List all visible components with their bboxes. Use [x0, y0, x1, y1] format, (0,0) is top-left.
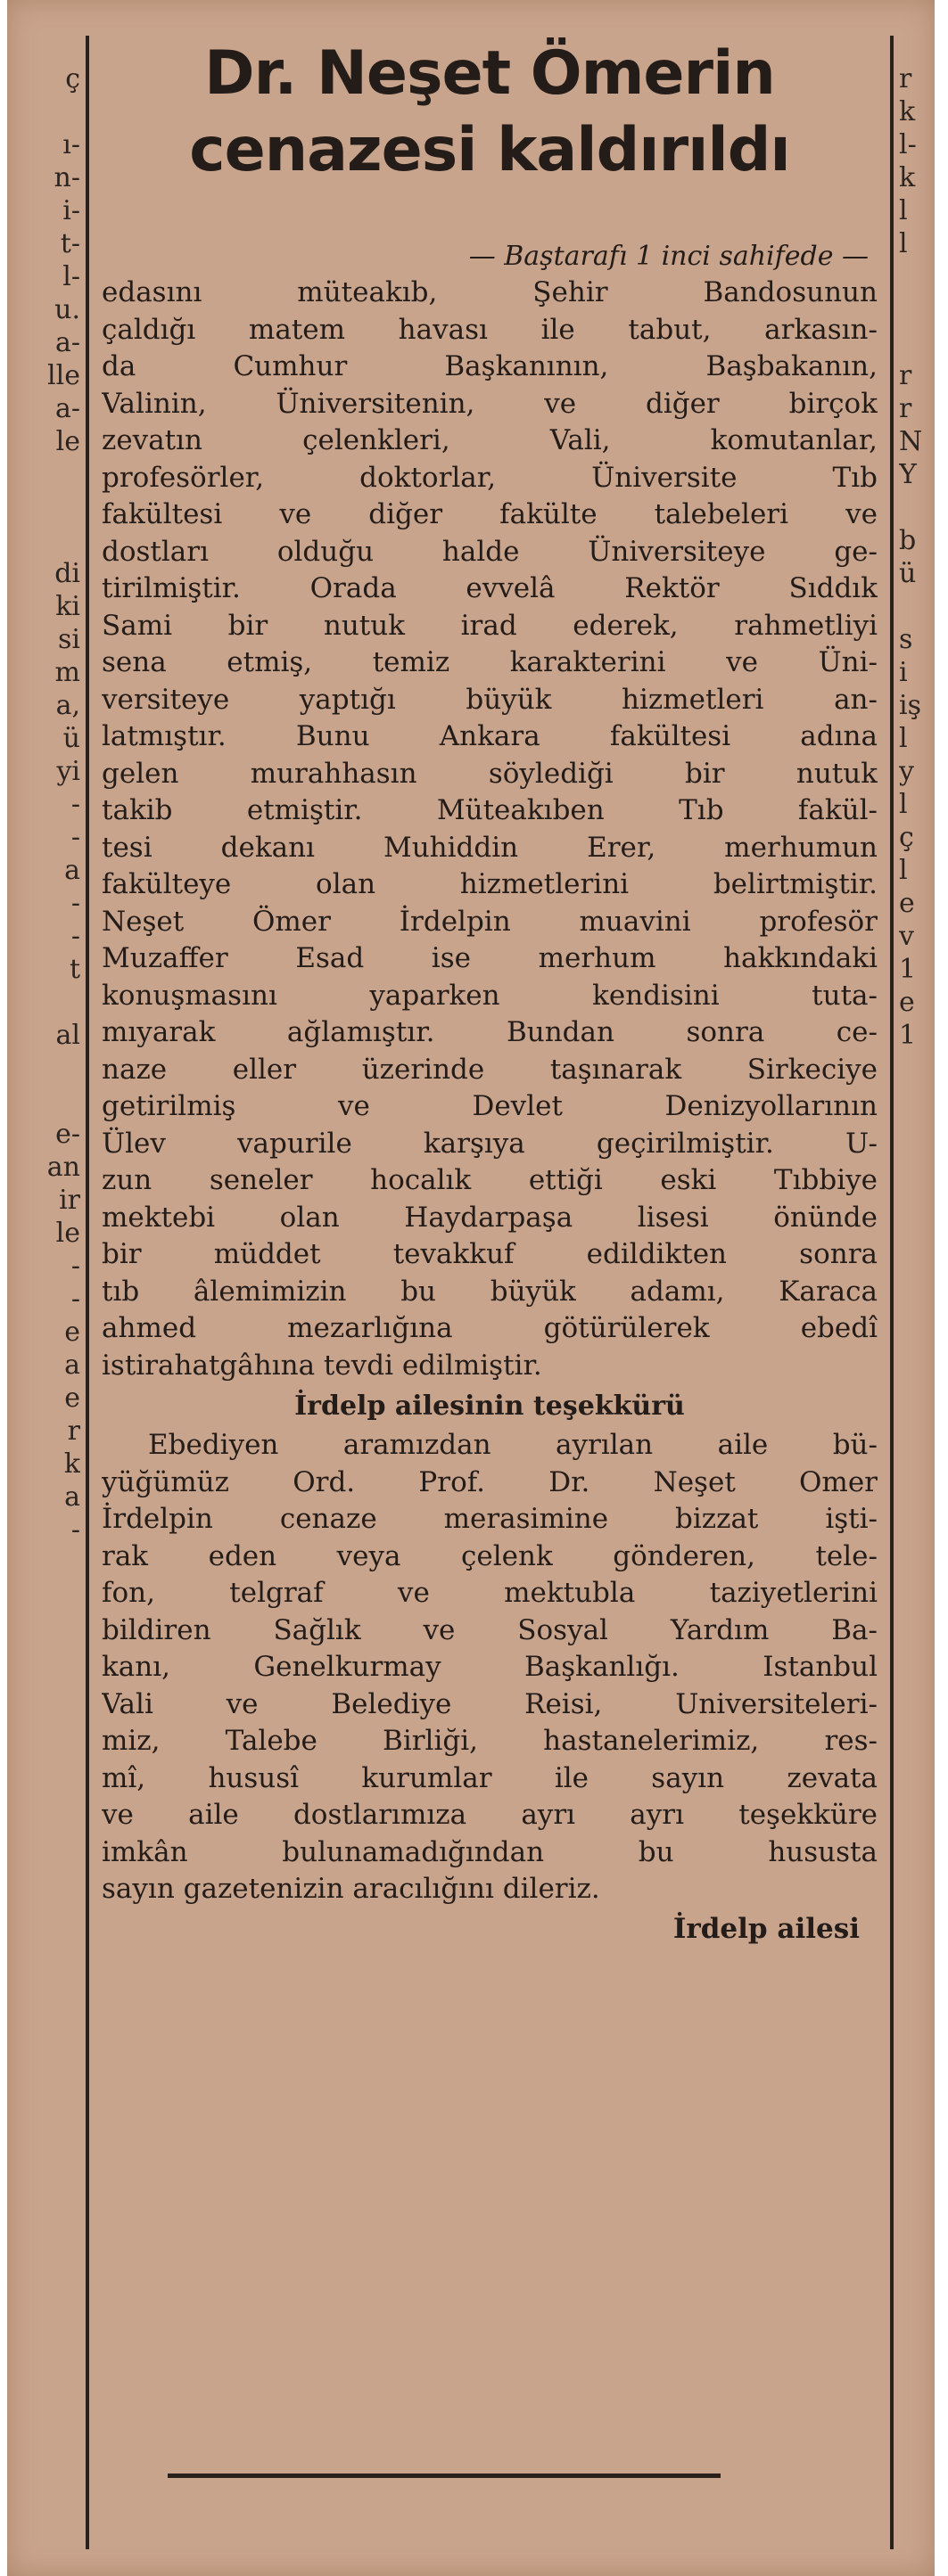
bleed-fragment: lle: [47, 360, 80, 391]
text-line: Ebediyen aramızdan ayrılan aile bü-: [148, 1429, 878, 1461]
bleed-fragment: [899, 491, 935, 524]
text-line: Sami bir nutuk irad ederek, rahmetliyi: [102, 609, 878, 642]
bottom-rule: [168, 2473, 721, 2478]
bleed-fragment: l: [899, 789, 908, 820]
headline-line-1: Dr. Neşet Ömerin: [204, 38, 775, 109]
bleed-fragment: e-: [55, 1119, 80, 1150]
bleed-fragment: a-: [54, 327, 80, 358]
bleed-fragment: N: [899, 426, 923, 457]
text-line: Valinin, Üniversitenin, ve diğer birçok: [102, 387, 878, 420]
text-line: Vali ve Belediye Reisi, Universiteleri-: [102, 1687, 878, 1720]
bleed-fragment: k: [899, 162, 916, 193]
text-line: edasını müteakıb, Şehir Bandosunun: [102, 276, 878, 308]
text-line: mî, hususî kurumlar ile sayın zevata: [102, 1761, 878, 1794]
bleed-fragment: al: [55, 1020, 80, 1051]
bleed-fragment: e: [64, 1382, 80, 1414]
bleed-fragment: [9, 1052, 80, 1085]
bleed-fragment: a,: [55, 690, 80, 721]
text-line: dostları olduğu halde Üniversiteye ge-: [102, 535, 878, 568]
bleed-fragment: l-: [62, 261, 80, 292]
bleed-fragment: k: [63, 1448, 80, 1480]
bleed-fragment: si: [58, 624, 80, 655]
bleed-fragment: [899, 326, 935, 359]
text-line: rak eden veya çelenk gönderen, tele-: [102, 1539, 878, 1572]
text-line: zun seneler hocalık ettiği eski Tıbbiye: [102, 1164, 878, 1196]
bleed-fragment: e: [64, 1317, 80, 1348]
bleed-fragment: r: [899, 360, 912, 391]
bleed-fragment: ir: [59, 1185, 80, 1216]
text-line: fakülteye olan hizmetlerini belirtmiştir.: [102, 868, 878, 900]
text-line: bildiren Sağlık ve Sosyal Yardım Ba-: [102, 1613, 878, 1646]
bleed-fragment: s: [899, 624, 913, 655]
bleed-fragment: v: [899, 921, 914, 952]
bleed-fragment: le: [55, 1218, 80, 1249]
text-line: da Cumhur Başkanının, Başbakanın,: [102, 350, 878, 382]
text-line: tesi dekanı Muhiddin Erer, merhumun: [102, 831, 878, 864]
bleed-fragment: [9, 95, 80, 128]
bleed-fragment: yi: [56, 756, 80, 787]
bleed-fragment: 1: [899, 954, 917, 985]
text-line: sena etmiş, temiz karakterini ve Üni-: [102, 646, 878, 678]
signature: İrdelp ailesi: [672, 1912, 860, 1945]
bleed-fragment: -: [70, 822, 80, 853]
right-column-rule: [890, 36, 894, 2549]
text-line: kanı, Genelkurmay Başkanlığı. Istanbul: [102, 1651, 878, 1683]
text-line: getirilmiş ve Devlet Denizyollarının: [102, 1090, 878, 1122]
text-line: Ülev vapurile karşıya geçirilmiştir. U-: [102, 1127, 878, 1160]
bleed-fragment: l-: [899, 129, 917, 160]
text-line: sayın gazetenizin aracılığını dileriz.: [102, 1873, 600, 1905]
bleed-fragment: b: [899, 525, 917, 556]
text-line: çaldığı matem havası ile tabut, arkasın-: [102, 313, 878, 346]
text-line: imkân bulunamadığından bu hususta: [102, 1835, 878, 1868]
bleed-fragment: ç: [65, 63, 80, 94]
section-subhead: İrdelp ailesinin teşekkürü: [294, 1391, 685, 1422]
bleed-fragment: l: [899, 723, 908, 754]
bleed-fragment: [899, 590, 935, 623]
bleed-fragment: e: [899, 987, 915, 1018]
text-line: fakültesi ve diğer fakülte talebeleri ve: [102, 498, 878, 530]
bleed-fragment: [9, 524, 80, 557]
bleed-fragment: Y: [899, 459, 917, 490]
headline: [102, 36, 878, 189]
bleed-fragment: -: [70, 1284, 80, 1315]
bleed-fragment: -: [70, 789, 80, 820]
bleed-fragment: u.: [54, 294, 80, 325]
text-line: istirahatgâhına tevdi edilmiştir.: [102, 1349, 542, 1382]
headline-line-2: cenazesi kaldırıldı: [189, 115, 790, 185]
bleed-fragment: e: [899, 888, 915, 919]
bleed-fragment: a-: [54, 393, 80, 424]
text-line: gelen murahhasın söylediği bir nutuk: [102, 757, 878, 790]
text-line: bir müddet tevakkuf edildikten sonra: [102, 1238, 878, 1270]
article: [102, 36, 878, 1949]
text-line: Muzaffer Esad ise merhum hakkındaki: [102, 942, 878, 974]
continuation-note: — Baştarafı 1 inci sahifede —: [468, 241, 869, 272]
bleed-fragment: m: [54, 657, 80, 688]
bleed-fragment: an: [46, 1152, 80, 1183]
bleed-fragment: l: [899, 195, 908, 226]
bleed-fragment: n-: [54, 162, 80, 193]
bleed-fragment: di: [54, 558, 80, 589]
article-body: [102, 275, 878, 1384]
text-line: takib etmiştir. Müteakıben Tıb fakül-: [102, 794, 878, 826]
bleed-fragment: [9, 1085, 80, 1118]
bleed-fragment: i-: [62, 195, 80, 226]
bleed-fragment: -: [70, 1251, 80, 1282]
text-line: fon, telgraf ve mektubla taziyetlerini: [102, 1577, 878, 1609]
bleed-fragment: y: [899, 756, 914, 787]
bleed-fragment: [9, 458, 80, 491]
bleed-fragment: -: [70, 1514, 80, 1546]
bleed-fragment: k: [899, 96, 916, 127]
bleed-fragment: a: [64, 855, 80, 886]
bleed-fragment: ç: [899, 822, 914, 853]
bleed-fragment: i: [899, 657, 908, 688]
bleed-fragment: le: [55, 426, 80, 457]
text-line: miz, Talebe Birliği, hastanelerimiz, res-: [102, 1725, 878, 1757]
text-line: İrdelpin cenaze merasimine bizzat işti-: [102, 1503, 878, 1535]
bleed-fragment: [9, 986, 80, 1019]
text-line: profesörler, doktorlar, Üniversite Tıb: [102, 461, 878, 494]
bleed-fragment: a: [64, 1481, 80, 1513]
bleed-fragment: -: [70, 888, 80, 919]
text-line: mıyarak ağlamıştır. Bundan sonra ce-: [102, 1016, 878, 1048]
bleed-fragment: iş: [899, 690, 921, 721]
text-line: konuşmasını yaparken kendisini tuta-: [102, 979, 878, 1012]
left-column-bleed: [9, 62, 80, 1546]
text-line: naze eller üzerinde taşınarak Sirkeciye: [102, 1053, 878, 1086]
bleed-fragment: ı-: [62, 129, 80, 160]
text-line: mektebi olan Haydarpaşa lisesi önünde: [102, 1201, 878, 1234]
text-line: zevatın çelenkleri, Vali, komutanlar,: [102, 424, 878, 456]
bleed-fragment: t: [69, 954, 80, 985]
bleed-fragment: r: [67, 1415, 80, 1447]
bleed-fragment: l: [899, 228, 908, 259]
newspaper-clipping: [7, 0, 935, 2576]
right-column-bleed: [899, 62, 935, 1052]
bleed-fragment: ü: [899, 558, 917, 589]
bleed-fragment: a: [64, 1350, 80, 1381]
bleed-fragment: [899, 260, 935, 293]
bleed-fragment: r: [899, 63, 912, 94]
bleed-fragment: [899, 293, 935, 326]
text-line: latmıştır. Bunu Ankara fakültesi adına: [102, 720, 878, 752]
bleed-fragment: 1: [899, 1020, 917, 1051]
bleed-fragment: l: [899, 855, 908, 886]
bleed-fragment: t-: [60, 228, 80, 259]
bleed-fragment: ü: [62, 723, 80, 754]
bleed-fragment: -: [70, 921, 80, 952]
text-line: tıb âlemimizin bu büyük adamı, Karaca: [102, 1275, 878, 1308]
thanks-body: [102, 1427, 878, 1908]
text-line: yüğümüz Ord. Prof. Dr. Neşet Omer: [102, 1465, 878, 1498]
bleed-fragment: ki: [55, 591, 80, 622]
bleed-fragment: r: [899, 393, 912, 424]
text-line: ahmed mezarlığına götürülerek ebedî: [102, 1312, 878, 1344]
text-line: versiteye yaptığı büyük hizmetleri an-: [102, 683, 878, 716]
text-line: tirilmiştir. Orada evvelâ Rektör Sıddık: [102, 572, 878, 604]
left-column-rule: [86, 36, 89, 2549]
bleed-fragment: [9, 491, 80, 524]
text-line: Neşet Ömer İrdelpin muavini profesör: [102, 905, 878, 938]
text-line: ve aile dostlarımıza ayrı ayrı teşekküre: [102, 1799, 878, 1831]
